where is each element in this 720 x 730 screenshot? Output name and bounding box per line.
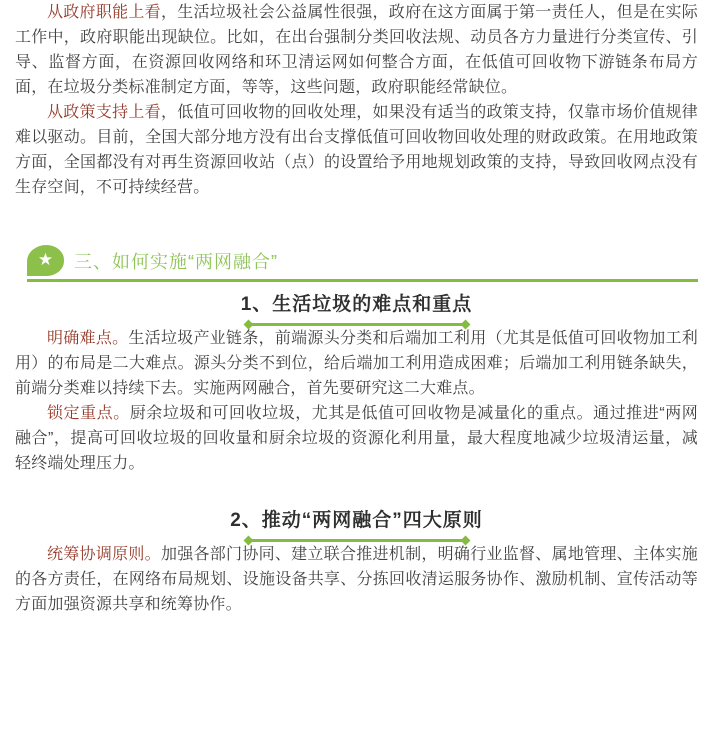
paragraph-coordination-principle [15,542,698,617]
subheading-title: 1、生活垃圾的难点和重点 [240,294,473,315]
paragraph-lead: 明确难点。 [47,330,129,347]
subheading-underline [250,539,464,542]
section-header [27,245,698,276]
paragraph-body: ，低值可回收物的回收处理，如果没有适当的政策支持，仅靠市场价值规律难以驱动。目前，全国大部分地方没有出台支撑低值可回收物回收处理的财政政策。在用地政策方面，全国都没有对再生资源回收站（点）的设置给予用地规划政策的支持，导致回收网点没有生存空间，不可持续经营。 [15,104,698,196]
section-divider [27,279,698,282]
paragraph-lead: 统筹协调原则。 [47,546,161,563]
paragraph-policy-support [15,100,698,200]
paragraph-lead: 从政府职能上看 [47,4,161,21]
subheading-underline [250,323,464,326]
paragraph-difficulties [15,326,698,401]
paragraph-lead: 从政策支持上看 [47,104,161,121]
section-title: 三、如何实施“两网融合” [74,251,278,272]
star-icon [27,245,64,276]
paragraph-body: ，生活垃圾社会公益属性很强，政府在这方面属于第一责任人，但是在实际工作中，政府职能出现缺位。比如，在出台强制分类回收法规、动员各方力量进行分类宣传、引导、监督方面，在资源回收网络和环卫清运网如何整合方面，在低值可回收物下游链条布局方面，在垃圾分类标准制定方面，等等，这些问题，政府职能经常缺位。 [15,4,698,96]
paragraph-lead: 锁定重点。 [47,405,130,422]
paragraph-body: 厨余垃圾和可回收垃圾，尤其是低值可回收物是减量化的重点。通过推进“两网融合”，提高可回收垃圾的回收量和厨余垃圾的资源化利用量，最大程度地减少垃圾清运量，减轻终端处理压力。 [15,405,698,472]
paragraph-key-points [15,401,698,476]
subheading-2 [15,510,698,542]
subheading-1 [15,294,698,326]
subheading-title: 2、推动“两网融合”四大原则 [230,510,483,531]
star-glyph: ★ [37,250,54,269]
paragraph-government-role [15,0,698,100]
paragraph-body: 加强各部门协同、建立联合推进机制，明确行业监督、属地管理、主体实施的各方责任，在网络布局规划、设施设备共享、分拣回收清运服务协作、激励机制、宣传活动等方面加强资源共享和统筹协作。 [15,546,698,613]
paragraph-body: 生活垃圾产业链条，前端源头分类和后端加工利用（尤其是低值可回收物加工利用）的布局是二大难点。源头分类不到位，给后端加工利用造成困难；后端加工利用链条缺失，前端分类难以持续下去。实施两网融合，首先要研究这二大难点。 [15,330,698,397]
